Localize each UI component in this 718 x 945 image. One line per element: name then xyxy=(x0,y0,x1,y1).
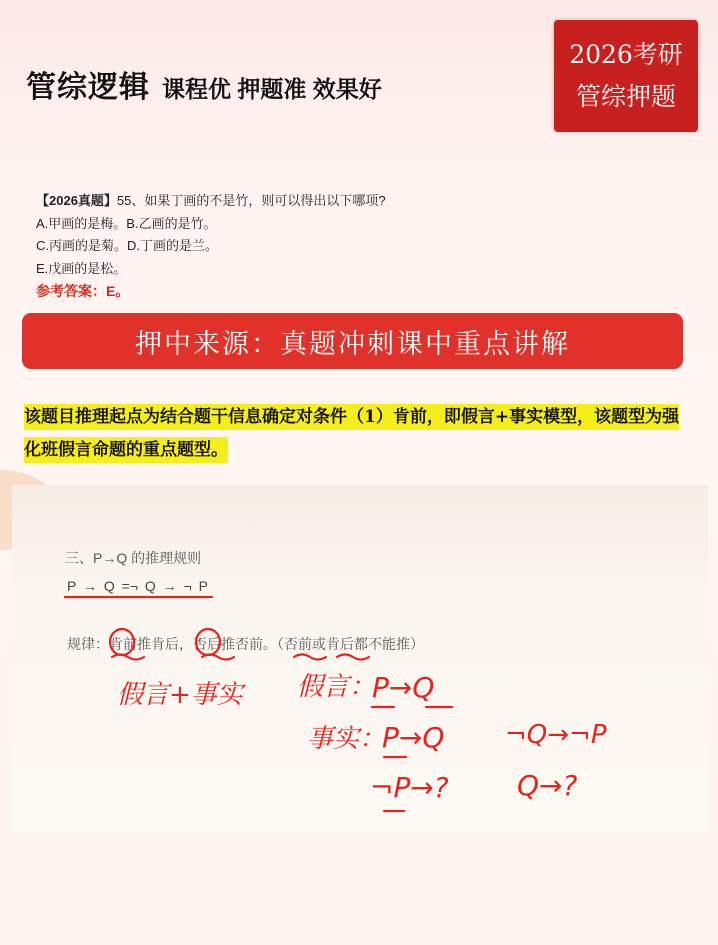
banner-text: 押中来源：真题冲刺课中重点讲解 xyxy=(135,328,570,360)
badge-line-1: 2026考研 xyxy=(569,40,683,69)
analysis-paragraph xyxy=(24,401,694,467)
answer-label: 参考答案： xyxy=(36,283,106,299)
circle-mark-fou xyxy=(196,629,220,655)
options-line-3: E.戊画的是松。 xyxy=(36,260,127,276)
lecture-rule: P → Q =¬ Q → ¬ P xyxy=(67,578,208,594)
analysis-text: 该题目推理起点为结合题干信息确定对条件（1）肯前，即假言+事实模型，该题型为强化班假言命题的重点题型。 xyxy=(24,404,679,463)
header xyxy=(26,62,382,106)
question-stem: 55、如果丁画的不是竹，则可以得出以下哪项? xyxy=(116,193,386,208)
question-tag: 【2026真题】 xyxy=(36,193,117,208)
answer-value: E。 xyxy=(106,283,130,299)
exam-badge xyxy=(554,20,698,132)
squiggle-mark xyxy=(112,655,144,660)
hypo-label: 假言： xyxy=(297,672,376,702)
note-hypo-plus-fact: 假言+事实 xyxy=(117,680,243,710)
slogan: 课程优 押题准 效果好 xyxy=(162,76,382,102)
answer-line xyxy=(36,280,386,303)
badge-line-2: 管综押题 xyxy=(575,82,676,111)
brand-title: 管综逻辑 xyxy=(26,71,150,104)
question-block xyxy=(36,190,386,303)
fact-formula: P→Q xyxy=(382,721,445,754)
squiggle-mark xyxy=(202,655,234,660)
squiggle-mark xyxy=(294,655,326,660)
handwriting-annotations xyxy=(12,485,708,835)
squiggle-mark xyxy=(337,655,369,660)
options-line-2: C.丙画的是菊。D.丁画的是兰。 xyxy=(36,238,219,253)
affirm-consequent: Q→? xyxy=(517,769,578,802)
question-stem-line xyxy=(36,190,386,213)
source-banner xyxy=(22,313,683,369)
circle-mark-ken xyxy=(110,629,134,655)
lecture-title: 三、P→Q 的推理规则 xyxy=(65,550,202,566)
fact-label: 事实： xyxy=(307,724,386,754)
lecture-photo xyxy=(12,485,708,835)
deny-antecedent: ¬P→? xyxy=(370,771,449,804)
lecture-law: 规律：肯前推肯后，否后推否前。（否前或肯后都不能推） xyxy=(67,636,424,652)
options-line-1: A.甲画的是梅。B.乙画的是竹。 xyxy=(36,215,217,231)
contrapositive-formula: ¬Q→¬P xyxy=(505,720,607,750)
hypo-formula: P→Q xyxy=(372,671,435,704)
